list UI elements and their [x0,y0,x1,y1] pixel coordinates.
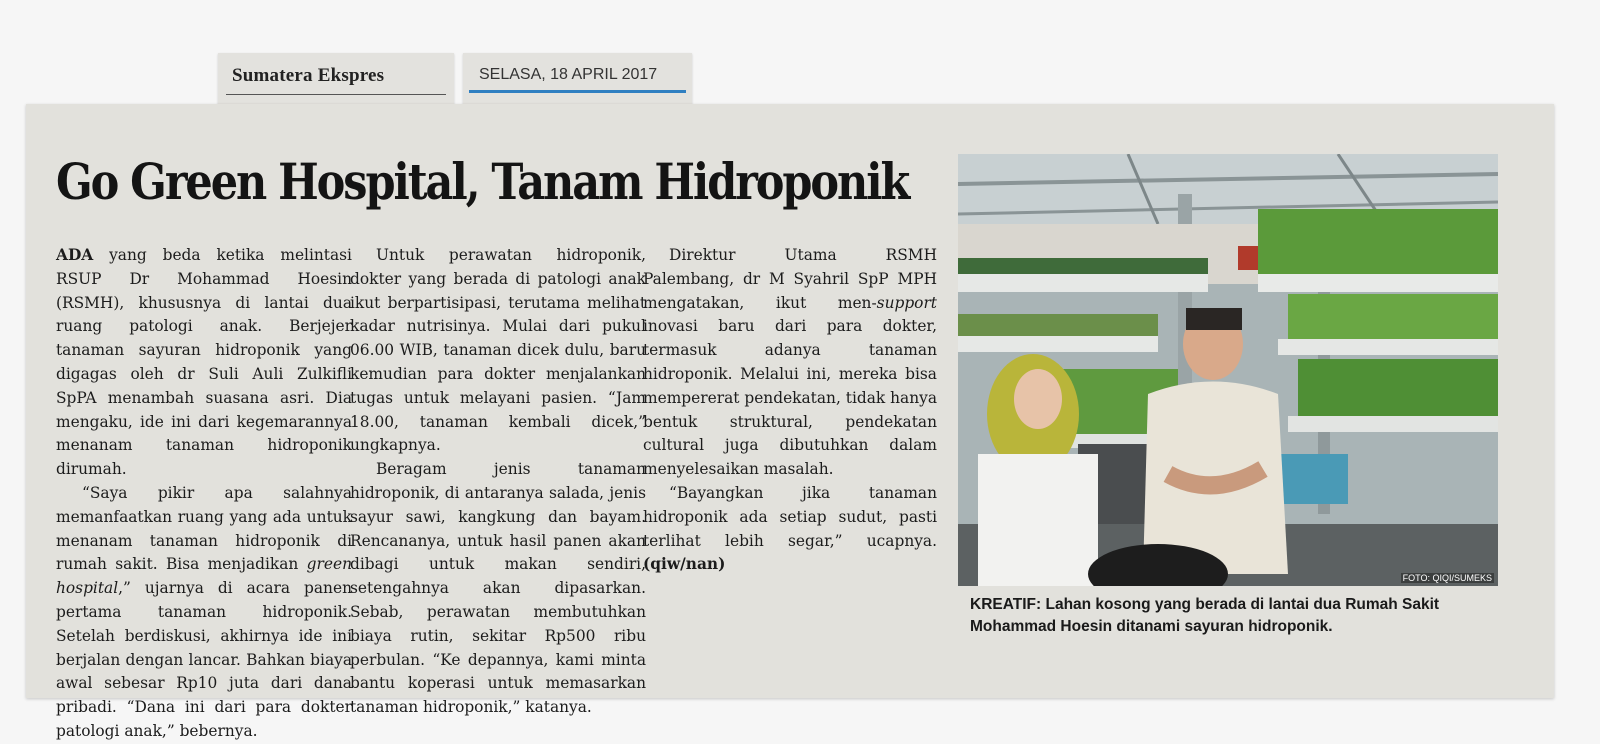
article-column-3 [643,244,937,577]
publication-date: SELASA, 18 APRIL 2017 [479,66,658,83]
lead-word: ADA [56,246,94,264]
photo-credit: FOTO: QIQI/SUMEKS [1402,573,1492,583]
newspaper-clipping [26,104,1554,740]
paragraph-6: “Bayangkan jika tanaman hidroponik ada setiap sudut, pasti terlihat lebih segar,” ucapnya. (qiw/nan) [643,483,937,574]
paragraph-3: Untuk perawatan hidroponik, dokter yang berada di patologi anak ikut berpartisipasi, terutama melihat kadar nutrisinya. Mulai dari pukul 06.00 WIB, tanaman dicek dulu, baru kemudian para dokter menjalankan tugas untuk melayani pasien. “Jam 18.00, tanaman kembali dicek,” ungkapnya. [350,246,646,455]
paragraph-4: Beragam jenis tanaman hidroponik, di antaranya salada, jenis sayur sawi, kangkung dan bayam. Rencananya, untuk hasil panen akan dibagi untuk makan sendiri, setengahnya akan dipasarkan. Sebab, perawatan membutuhkan biaya rutin, sekitar Rp500 ribu perbulan. “Ke depannya, kami minta bantu koperasi untuk memasarkan tanaman hidroponik,” katanya. [350,460,646,717]
author-signature: (qiw/nan) [643,555,726,574]
article-headline: Go Green Hospital, Tanam Hidroponik [56,152,909,211]
photo-caption: KREATIF: Lahan kosong yang berada di lantai dua Rumah Sakit Mohammad Hoesin ditanami sayuran hidroponik. [970,596,1440,635]
paragraph-5: Direktur Utama RSMH Palembang, dr M Syahril SpP MPH mengatakan, ikut men-support inovasi baru dari para dokter, termasuk adanya tanaman hidroponik. Melalui ini, mereka bisa mempererat pendekatan, tidak hanya bentuk struktural, pendekatan cultural juga dibutuhkan dalam menyelesaikan masalah. [643,246,937,479]
article-column-1 [56,244,352,744]
date-rule [469,90,686,93]
publication-name: Sumatera Ekspres [232,65,385,86]
article-column-2 [350,244,646,720]
photo-illustration [958,154,1498,586]
hydroponic-photo [958,154,1498,586]
paragraph-2: “Saya pikir apa salahnya memanfaatkan ruang yang ada untuk menanam tanaman hidroponik di rumah sakit. Bisa menjadikan green hospital,” ujarnya di acara panen pertama tanaman hidroponik. Setelah berdiskusi, akhirnya ide ini berjalan dengan lancar. Bahkan biaya awal sebesar Rp10 juta dari dana pribadi. “Dana ini dari para dokter patologi anak,” bebernya. [56,483,352,740]
paragraph-1: ADA yang beda ketika melintasi RSUP Dr Mohammad Hoesin (RSMH), khususnya di lantai dua ruang patologi anak. Berjejer tanaman sayuran hidroponik yang digagas oleh dr Suli Auli Zulkifli SpPA menambah suasana asri. Dia mengaku, ide ini dari kegemarannya menanam tanaman hidroponik dirumah. [56,246,352,479]
masthead-rule [226,94,446,95]
